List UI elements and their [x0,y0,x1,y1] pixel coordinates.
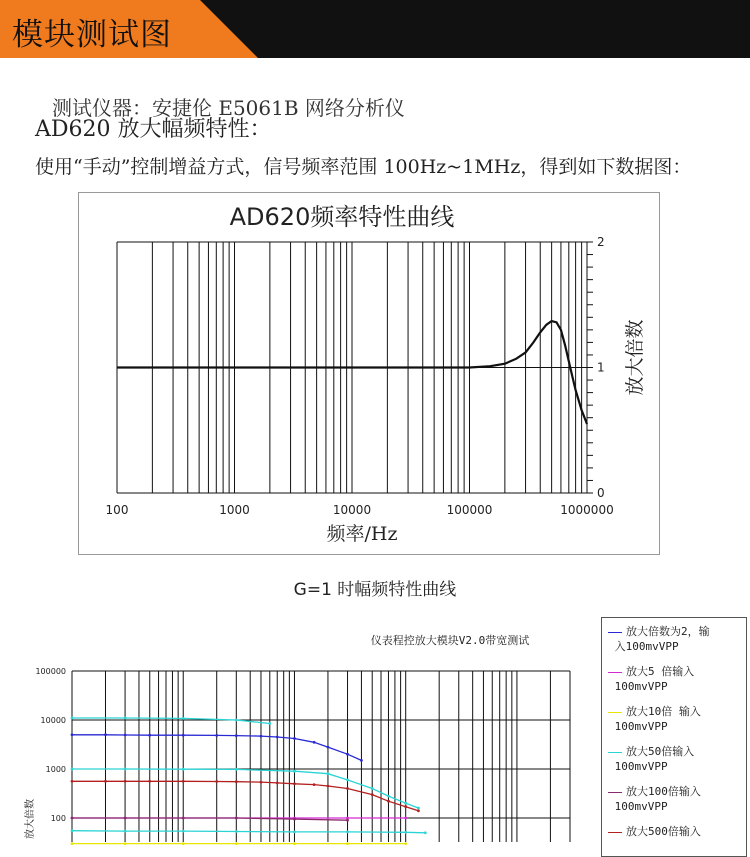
legend-item [608,624,710,654]
chart2-series-0-point [215,734,218,737]
chart2-extra-cyan-low-point [404,831,407,834]
chart2-y-tick-label: 100 [50,814,66,823]
chart1-x-tick-label: 100000 [446,503,493,517]
chart1-y-tick-label: 0 [597,486,605,500]
chart2-extra-cyan-low-point [124,830,127,833]
chart2-series-3-point [124,717,127,720]
chart2-series-2-point [404,842,407,845]
chart2-extra-cyan-long-point [387,795,390,798]
legend-label: 放大5 倍输入 100mvVPP [614,665,695,693]
chart2-series-2-point [235,842,238,845]
chart2-series-3-point [182,717,185,720]
chart2-series-4-point [346,819,349,822]
legend-swatch [608,632,622,633]
chart1-title: AD620频率特性曲线 [229,203,455,231]
chart2-y-label: 放大倍数 [25,799,36,839]
description-text: 使用“手动”控制增益方式，信号频率范围 100Hz~1MHz，得到如下数据图： [35,156,692,178]
chart2-extra-cyan-long-point [235,768,238,771]
chart2-series-4-point [182,817,185,820]
chart2-series-2-point [293,842,296,845]
chart2-series-5-point [276,782,279,785]
chart2-extra-cyan-low-point [235,830,238,833]
chart1-y-tick-label: 1 [597,360,605,375]
chart2-series-4-point [124,817,127,820]
page-title: 模块测试图 [12,17,172,53]
legend-swatch [608,712,622,713]
chart2-extra-cyan-low-point [182,830,185,833]
chart2-y-tick-label: 100000 [35,667,66,676]
chart2-extra-cyan-long-point [417,807,420,810]
chart2-series-3-point [268,722,271,725]
chart2-series-0-point [276,736,279,739]
chart1-x-tick-label: 100 [105,503,129,517]
chart2-series-0-point [124,734,127,737]
chart2-series-0-point [346,753,349,756]
chart1-x-tick-label: 1000 [219,503,250,517]
legend-item [608,744,694,774]
legend-label: 放大倍数为2，输 入100mvVPP [614,625,710,653]
chart2-legend [601,617,747,857]
legend-item [608,664,694,694]
chart2-series-0-point [327,746,330,749]
chart2-series-5-point [71,780,74,783]
legend-swatch [608,832,622,833]
section-title: AD620 放大幅频特性： [35,117,272,142]
chart2-extra-cyan-long-point [327,772,330,775]
chart1-x-label: 频率/Hz [326,523,398,545]
legend-label: 放大100倍输入 100mvVPP [614,785,701,813]
chart2-series-2-point [124,842,127,845]
chart2-extra-cyan-long-point [404,802,407,805]
chart2-series-0-point [182,734,185,737]
chart2-series-5-point [104,780,107,783]
chart2-series-5-point [327,785,330,788]
ad620-frequency-chart [78,192,660,555]
chart2-extra-cyan-long-point [182,768,185,771]
chart2-series-3-point [71,717,74,720]
chart2-extra-cyan-long-point [71,768,74,771]
chart1-x-tick-label: 10000 [332,503,372,517]
chart2-series-5-point [313,783,316,786]
chart2-series-5-point [124,780,127,783]
chart2-extra-cyan-long-point [293,770,296,773]
chart2-series-2-point [182,842,185,845]
chart2-series-5-point [417,809,420,812]
chart2-series-2-point [346,842,349,845]
chart2-series-4-point [235,817,238,820]
chart2-extra-cyan-long-point [346,779,349,782]
chart2-series-0-point [360,759,363,762]
chart2-series-5-point [260,781,263,784]
legend-item [608,784,701,814]
chart-caption: G=1 时幅频特性曲线 [293,580,457,600]
chart2-extra-cyan-low-point [71,829,74,832]
chart2-series-5-point [293,782,296,785]
chart1-svg [79,193,659,554]
chart2-y-tick-label: 10000 [40,716,66,725]
legend-item [608,824,701,839]
chart2-series-5-point [235,780,238,783]
chart2-series-5-point [387,800,390,803]
chart2-series-5-point [148,780,151,783]
chart2-series-5-point [371,793,374,796]
legend-swatch [608,752,622,753]
chart2-extra-cyan-long-line [72,769,418,808]
chart2-title: 仪表程控放大模块V2.0带宽测试 [370,634,530,647]
legend-swatch [608,672,622,673]
chart2-series-1-point [404,817,407,820]
legend-swatch [608,792,622,793]
chart2-extra-cyan-long-point [371,787,374,790]
chart2-series-0-point [260,735,263,738]
chart1-y-label: 放大倍数 [624,319,646,396]
legend-label: 放大10倍 输入 100mvVPP [614,705,701,733]
chart1-y-tick-label: 2 [597,235,605,249]
chart2-y-tick-label: 1000 [45,765,66,774]
chart2-series-4-point [71,817,74,820]
chart2-extra-cyan-long-point [124,768,127,771]
chart2-series-5-point [404,805,407,808]
chart2-series-2-point [71,842,74,845]
chart2-series-4-point [293,818,296,821]
chart2-series-0-point [313,741,316,744]
legend-label: 放大500倍输入 [626,825,701,838]
clipped-text-line: 测试仪器：安捷伦 E5061B 网络分析仪 [52,96,405,120]
legend-item [608,704,701,734]
chart2-series-0-point [293,737,296,740]
chart2-series-0-point [104,733,107,736]
chart2-series-5-point [215,780,218,783]
chart2-series-0-point [235,734,238,737]
chart2-extra-cyan-low-point [346,831,349,834]
chart2-extra-cyan-low-point [424,831,427,834]
chart2-series-5-point [182,780,185,783]
chart2-series-5-point [346,787,349,790]
chart2-series-3-point [235,719,238,722]
chart2-series-0-point [71,733,74,736]
chart2-series-0-point [148,734,151,737]
chart2-series-3-line [72,718,270,724]
legend-label: 放大50倍输入 100mvVPP [614,745,695,773]
chart2-series-5-line [72,781,418,811]
chart2-extra-cyan-low-point [293,831,296,834]
chart1-x-tick-label: 1000000 [560,503,614,517]
